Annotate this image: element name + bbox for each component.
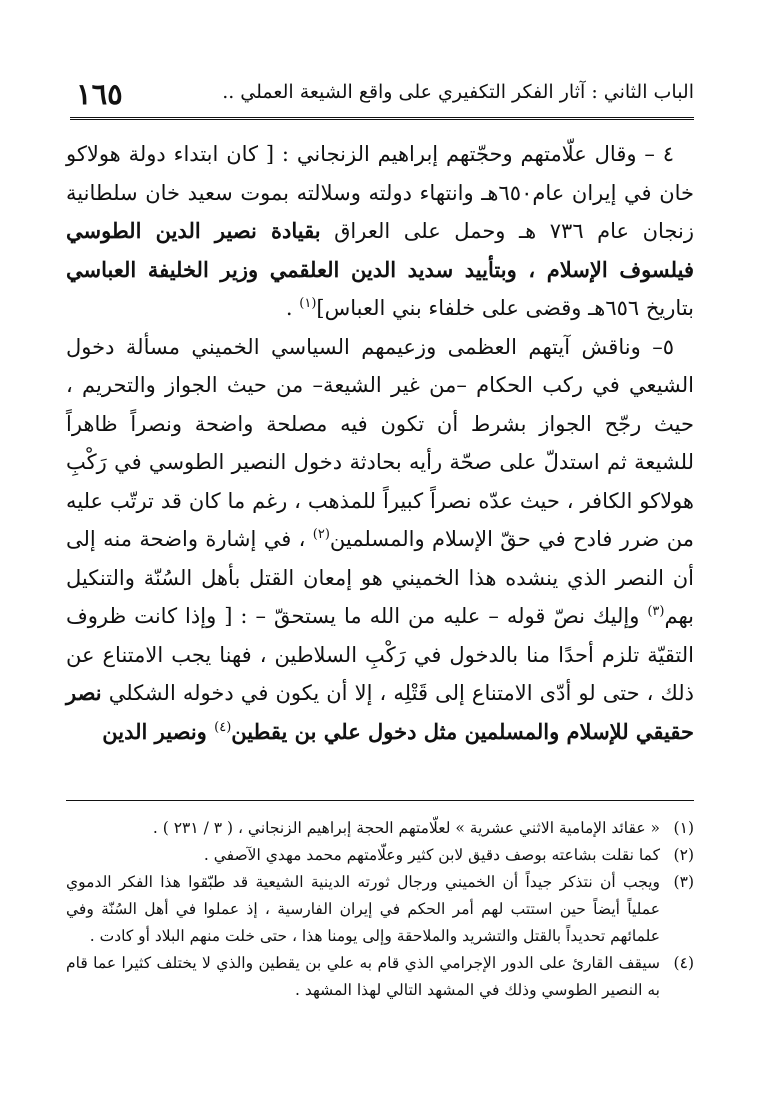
footnote-ref-2[interactable]: (٢) bbox=[312, 527, 330, 542]
footnote bbox=[66, 950, 694, 1004]
paragraph-5 bbox=[66, 328, 694, 752]
footnote-ref-1[interactable]: (١) bbox=[299, 296, 317, 311]
page-number: ١٦٥ bbox=[76, 77, 123, 111]
footnote bbox=[66, 815, 694, 842]
text-run: وإليك نصّ قوله – عليه من الله ما يستحقّ – : [ وإذا كانت ظروف التقيّة تلزم أحدًا منا بالدخول في رَكْبِ السلاطين ، فهنا يجب الامتناع عن ذلك ، حتى لو أدّى الامتناع إلى قَتْلِه ، إلا أن يكون في دخوله الشكلي bbox=[66, 604, 694, 705]
text-run: وناقش آيتهم العظمى وزعيمهم السياسي الخميني مسألة دخول الشيعي في ركب الحكام –من غير الشيعة– من حيث الجواز والتحريم ، حيث رجّح الجواز بشرط أن تكون فيه مصلحة واضحة ونصراً ظاهراً للشيعة ثم استدلّ على صحّة رأيه بحادثة دخول النصير الطوسي في رَكْبِ هولاكو الكافر ، حيث عدّه نصراً كبيراً للمذهب ، رغم ما كان قد ترتّب عليه من ضرر فادح في حقّ الإسلام والمسلمين bbox=[66, 334, 694, 551]
bold-text-run: بقيادة نصير الدين الطوسي فيلسوف الإسلام ، وبتأييد سديد الدين العلقمي وزير الخليفة العباسي bbox=[66, 218, 694, 282]
text-run: وقال علّامتهم وحجّتهم إبراهيم الزنجاني : [ كان ابتداء دولة هولاكو خان في إيران عام٦٥٠هـ وانتهاء دولته وسلالته بموت سعيد خان سلطانية زنجان عام ٧٣٦ هـ وحمل على العراق bbox=[66, 142, 695, 243]
main-text bbox=[66, 135, 694, 751]
bold-text-run: ونصير الدين bbox=[102, 718, 215, 744]
footnotes bbox=[66, 815, 694, 1004]
footnote-ref-4[interactable]: (٤) bbox=[214, 719, 232, 735]
footnote-text: سيقف القارئ على الدور الإجرامي الذي قام به علي بن يقطين والذي لا يختلف كثيرا عما قام به النصير الطوسي وذلك في المشهد التالي لهذا المشهد . bbox=[66, 954, 660, 999]
bold-text-run: نصر حقيقي للإسلام والمسلمين مثل دخول علي بن يقطين bbox=[66, 680, 694, 744]
text-run: بتاريخ ٦٥٦هـ وقضى على خلفاء بني العباس] bbox=[316, 296, 694, 320]
footnote-number: (١) bbox=[673, 819, 694, 837]
text-run: ، في إشارة واضحة منه إلى أن النصر الذي ينشده هذا الخميني هو إمعان القتل بأهل السُنّة والتنكيل بهم bbox=[66, 527, 694, 628]
footnote bbox=[66, 842, 694, 869]
running-header bbox=[70, 78, 694, 120]
paragraph-number: ٥– bbox=[640, 334, 674, 359]
footnote bbox=[66, 869, 694, 950]
footnote-text: « عقائد الإمامية الاثني عشرية » لعلّامتهم الحجة إبراهيم الزنجاني ، ( ٣ / ٢٣١ ) . bbox=[152, 819, 660, 837]
footnote-text: كما نقلت بشاعته بوصف دقيق لابن كثير وعلّامتهم محمد مهدي الآصفي . bbox=[203, 846, 660, 864]
footnote-number: (٣) bbox=[673, 873, 694, 891]
paragraph-number: ٤ – bbox=[636, 142, 674, 166]
footnote-number: (٤) bbox=[673, 954, 694, 972]
text-run: . bbox=[285, 296, 300, 320]
footnote-number: (٢) bbox=[673, 846, 694, 864]
footnote-text: ويجب أن نتذكر جيداً أن الخميني ورجال ثورته الدينية الشيعية قد طبّقوا هذا الفكر الدموي عملياً أيضاً حين استتب لهم أمر الحكم في إيران الفارسية ، إذ عملوا في أهل السُنّة وفي علمائهم تحديداً بالقتل والتشريد والملاحقة وإلى يومنا هذا ، حتى خلت منهم البلاد أو كادت . bbox=[66, 873, 660, 945]
footnote-divider bbox=[66, 800, 694, 801]
footnote-ref-3[interactable]: (٣) bbox=[647, 604, 665, 619]
chapter-title: الباب الثاني : آثار الفكر التكفيري على واقع الشيعة العملي .. bbox=[222, 81, 694, 103]
paragraph-4 bbox=[66, 135, 694, 328]
header-rule bbox=[70, 117, 694, 120]
